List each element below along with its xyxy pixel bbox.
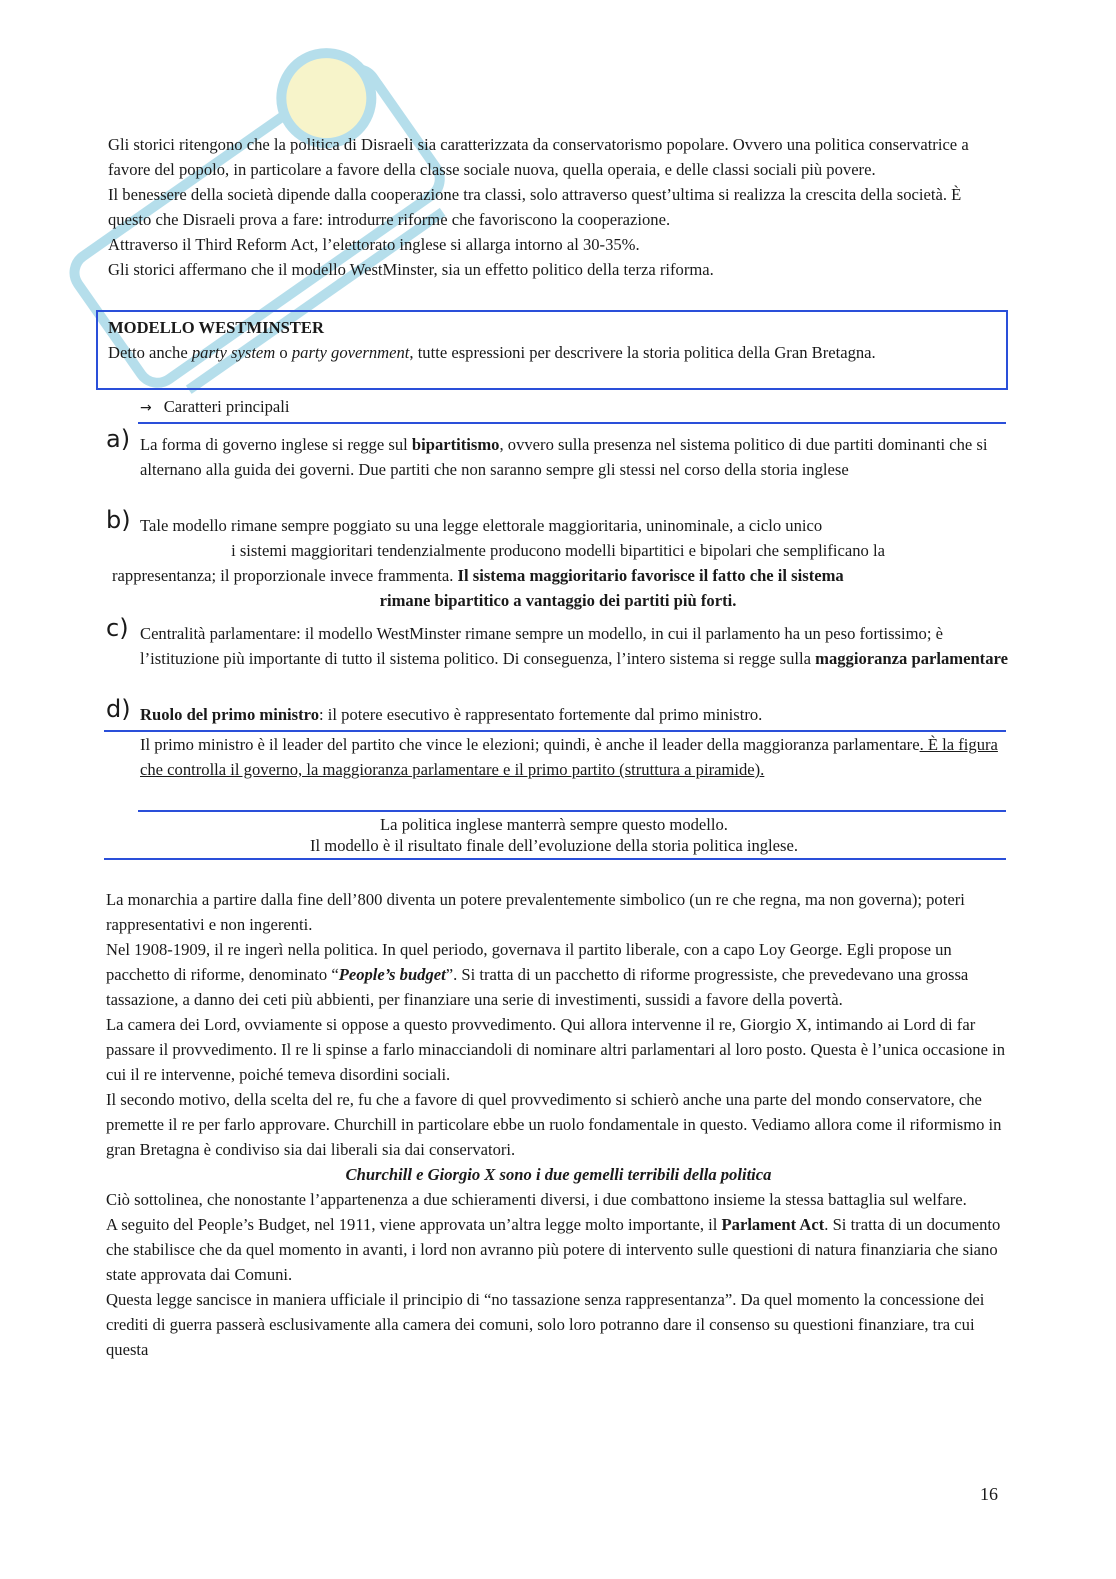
- body-paragraph-5: Churchill e Giorgio X sono i due gemelli terribili della politica: [345, 1165, 772, 1184]
- intro-paragraph-2: Il benessere della società dipende dalla cooperazione tra classi, solo attraverso quest’ultima si realizza la crescita della società. È questo che Disraeli prova a fare: introdurre riforme che favoriscono la cooperazione.: [108, 185, 962, 229]
- item-b-line2: i sistemi maggioritari tendenzialmente producono modelli bipartitici e bipolari che semplificano la: [231, 541, 885, 560]
- item-c-pre: Centralità parlamentare: il modello WestMinster rimane sempre un modello, in cui il parlamento ha un peso fortissimo; è l’istituzione più importante di tutto il sistema politico. Di conseguenza, l’intero sistema si regge sulla: [140, 624, 943, 668]
- item-body: [140, 702, 1016, 727]
- p7-pre: A seguito del People’s Budget, nel 1911, viene approvata un’altra legge molto importante, il: [106, 1215, 722, 1234]
- divider-line: [138, 810, 1006, 812]
- item-b-line1: Tale modello rimane sempre poggiato su una legge elettorale maggioritaria, uninominale, a ciclo unico: [140, 516, 823, 535]
- westminster-box: [96, 310, 1008, 390]
- item-letter: c): [106, 614, 129, 642]
- body-paragraph-1: La monarchia a partire dalla fine dell’800 diventa un potere prevalentemente simbolico (un re che regna, ma non governa); poteri rappresentativi e non ingerenti.: [106, 890, 965, 934]
- p2-bold: People’s budget: [338, 965, 446, 984]
- item-b-line3a: rappresentanza; il proporzionale invece frammenta.: [112, 566, 458, 585]
- item-a-bold: bipartitismo: [411, 435, 500, 454]
- list-item-d: [106, 695, 1016, 727]
- p2-post: ”. Si tratta di un pacchetto di riforme progressiste, che prevedevano una grossa tassazione, a danno dei ceti più abbienti, per finanziare una serie di investimenti, sussidi a favore della povertà.: [106, 965, 969, 1009]
- item-body: [140, 432, 1016, 482]
- conclusion-line-2: Il modello è il risultato finale dell’evoluzione della storia politica inglese.: [310, 836, 798, 855]
- item-d-post: : il potere esecutivo è rappresentato fortemente dal primo ministro.: [319, 705, 763, 724]
- intro-section: [108, 132, 1008, 282]
- intro-paragraph-1: Gli storici ritengono che la politica di Disraeli sia caratterizzata da conservatorismo popolare. Ovvero una politica conservatrice a favore del popolo, in particolare a favore della classe sociale nuova, quella operaia, e delle classi sociali più povere.: [108, 135, 969, 179]
- item-b-line4: rimane bipartitico a vantaggio dei partiti più forti.: [379, 591, 737, 610]
- item-c-bold: maggioranza parlamentare: [815, 649, 1008, 668]
- box-text-b: o: [275, 343, 292, 362]
- item-d-sub: [140, 732, 1000, 782]
- body-paragraph-2: [106, 937, 1011, 1012]
- p2-pre: Nel 1908-1909, il re ingerì nella politica. In quel periodo, governava il partito liberale, con a capo Loy George. Egli propose un pacchetto di riforme, denominato “: [106, 940, 952, 984]
- box-term-party-system: party system: [191, 343, 276, 362]
- p7-post: . Si tratta di un documento che stabilisce che da quel momento in avanti, i lord non avranno più potere di intervento sulle questioni di natura finanziaria che siano state approvata dai Comuni.: [106, 1215, 1001, 1284]
- intro-paragraph-3: Attraverso il Third Reform Act, l’elettorato inglese si allarga intorno al 30-35%.: [108, 235, 640, 254]
- item-a-pre: La forma di governo inglese si regge sul: [140, 435, 412, 454]
- body-paragraph-8: Questa legge sancisce in maniera ufficiale il principio di “no tassazione senza rappresentanza”. Da quel momento la concessione dei crediti di guerra passerà esclusivamente alla camera dei comuni, solo loro potranno dare il consenso su questioni finanziare, tra cui questa: [106, 1290, 985, 1359]
- conclusion-line-1: La politica inglese manterrà sempre questo modello.: [380, 815, 728, 834]
- divider-line: [138, 422, 1006, 424]
- box-text: [108, 340, 996, 365]
- item-b-line3b: Il sistema maggioritario favorisce il fatto che il sistema: [457, 566, 844, 585]
- intro-paragraph-4: Gli storici affermano che il modello WestMinster, sia un effetto politico della terza riforma.: [108, 260, 714, 279]
- p7-bold: Parlament Act: [721, 1215, 825, 1234]
- arrow-right-icon: →: [140, 400, 152, 416]
- item-body: [140, 621, 1016, 671]
- item-b-line3: [112, 563, 1012, 588]
- item-letter: a): [106, 425, 131, 453]
- caratteri-label: Caratteri principali: [163, 397, 290, 416]
- box-text-a: Detto anche: [108, 343, 192, 362]
- monarchy-section: [106, 887, 1011, 1362]
- item-d-sub-pre: Il primo ministro è il leader del partito che vince le elezioni; quindi, è anche il leader della maggioranza parlamentare: [140, 735, 920, 754]
- box-term-party-government: party government: [291, 343, 410, 362]
- box-text-c: , tutte espressioni per descrivere la storia politica della Gran Bretagna.: [409, 343, 876, 362]
- page-number: 16: [980, 1484, 998, 1504]
- caratteri-heading: [140, 394, 290, 421]
- conclusion: [104, 814, 1004, 856]
- list-item-a: [106, 425, 1016, 482]
- divider-line: [104, 858, 1006, 860]
- item-letter: d): [106, 695, 131, 723]
- body-paragraph-6: Ciò sottolinea, che nonostante l’appartenenza a due schieramenti diversi, i due combattono insieme la stessa battaglia sul welfare.: [106, 1190, 967, 1209]
- item-d-bold: Ruolo del primo ministro: [140, 705, 320, 724]
- body-paragraph-4: Il secondo motivo, della scelta del re, fu che a favore di quel provvedimento si schierò anche una parte del mondo conservatore, che premette il re per farlo approvare. Churchill in particolare ebbe un ruolo fondamentale in questo. Vediamo allora come il riformismo in gran Bretagna è condiviso sia dai liberali sia dai conservatori.: [106, 1090, 1002, 1159]
- item-a-post: , ovvero sulla presenza nel sistema politico di due partiti dominanti che si alternano alla guida dei governi. Due partiti che non saranno sempre gli stessi nel corso della storia inglese: [140, 435, 988, 479]
- list-item-b: [106, 506, 1016, 538]
- item-d-sub-underlined: . È la figura che controlla il governo, la maggioranza parlamentare e il primo partito (struttura a piramide).: [140, 735, 998, 779]
- list-item-c: [106, 614, 1016, 671]
- item-letter: b): [106, 506, 131, 534]
- box-title: MODELLO WESTMINSTER: [108, 318, 324, 337]
- body-paragraph-3: La camera dei Lord, ovviamente si oppose a questo provvedimento. Qui allora intervenne il re, Giorgio X, intimando ai Lord di far passare il provvedimento. Il re li spinse a farlo minacciandoli di nominare altri parlamentari al loro posto. Questa è l’unica occasione in cui il re intervenne, poiché temeva disordini sociali.: [106, 1015, 1005, 1084]
- body-paragraph-7: [106, 1212, 1011, 1287]
